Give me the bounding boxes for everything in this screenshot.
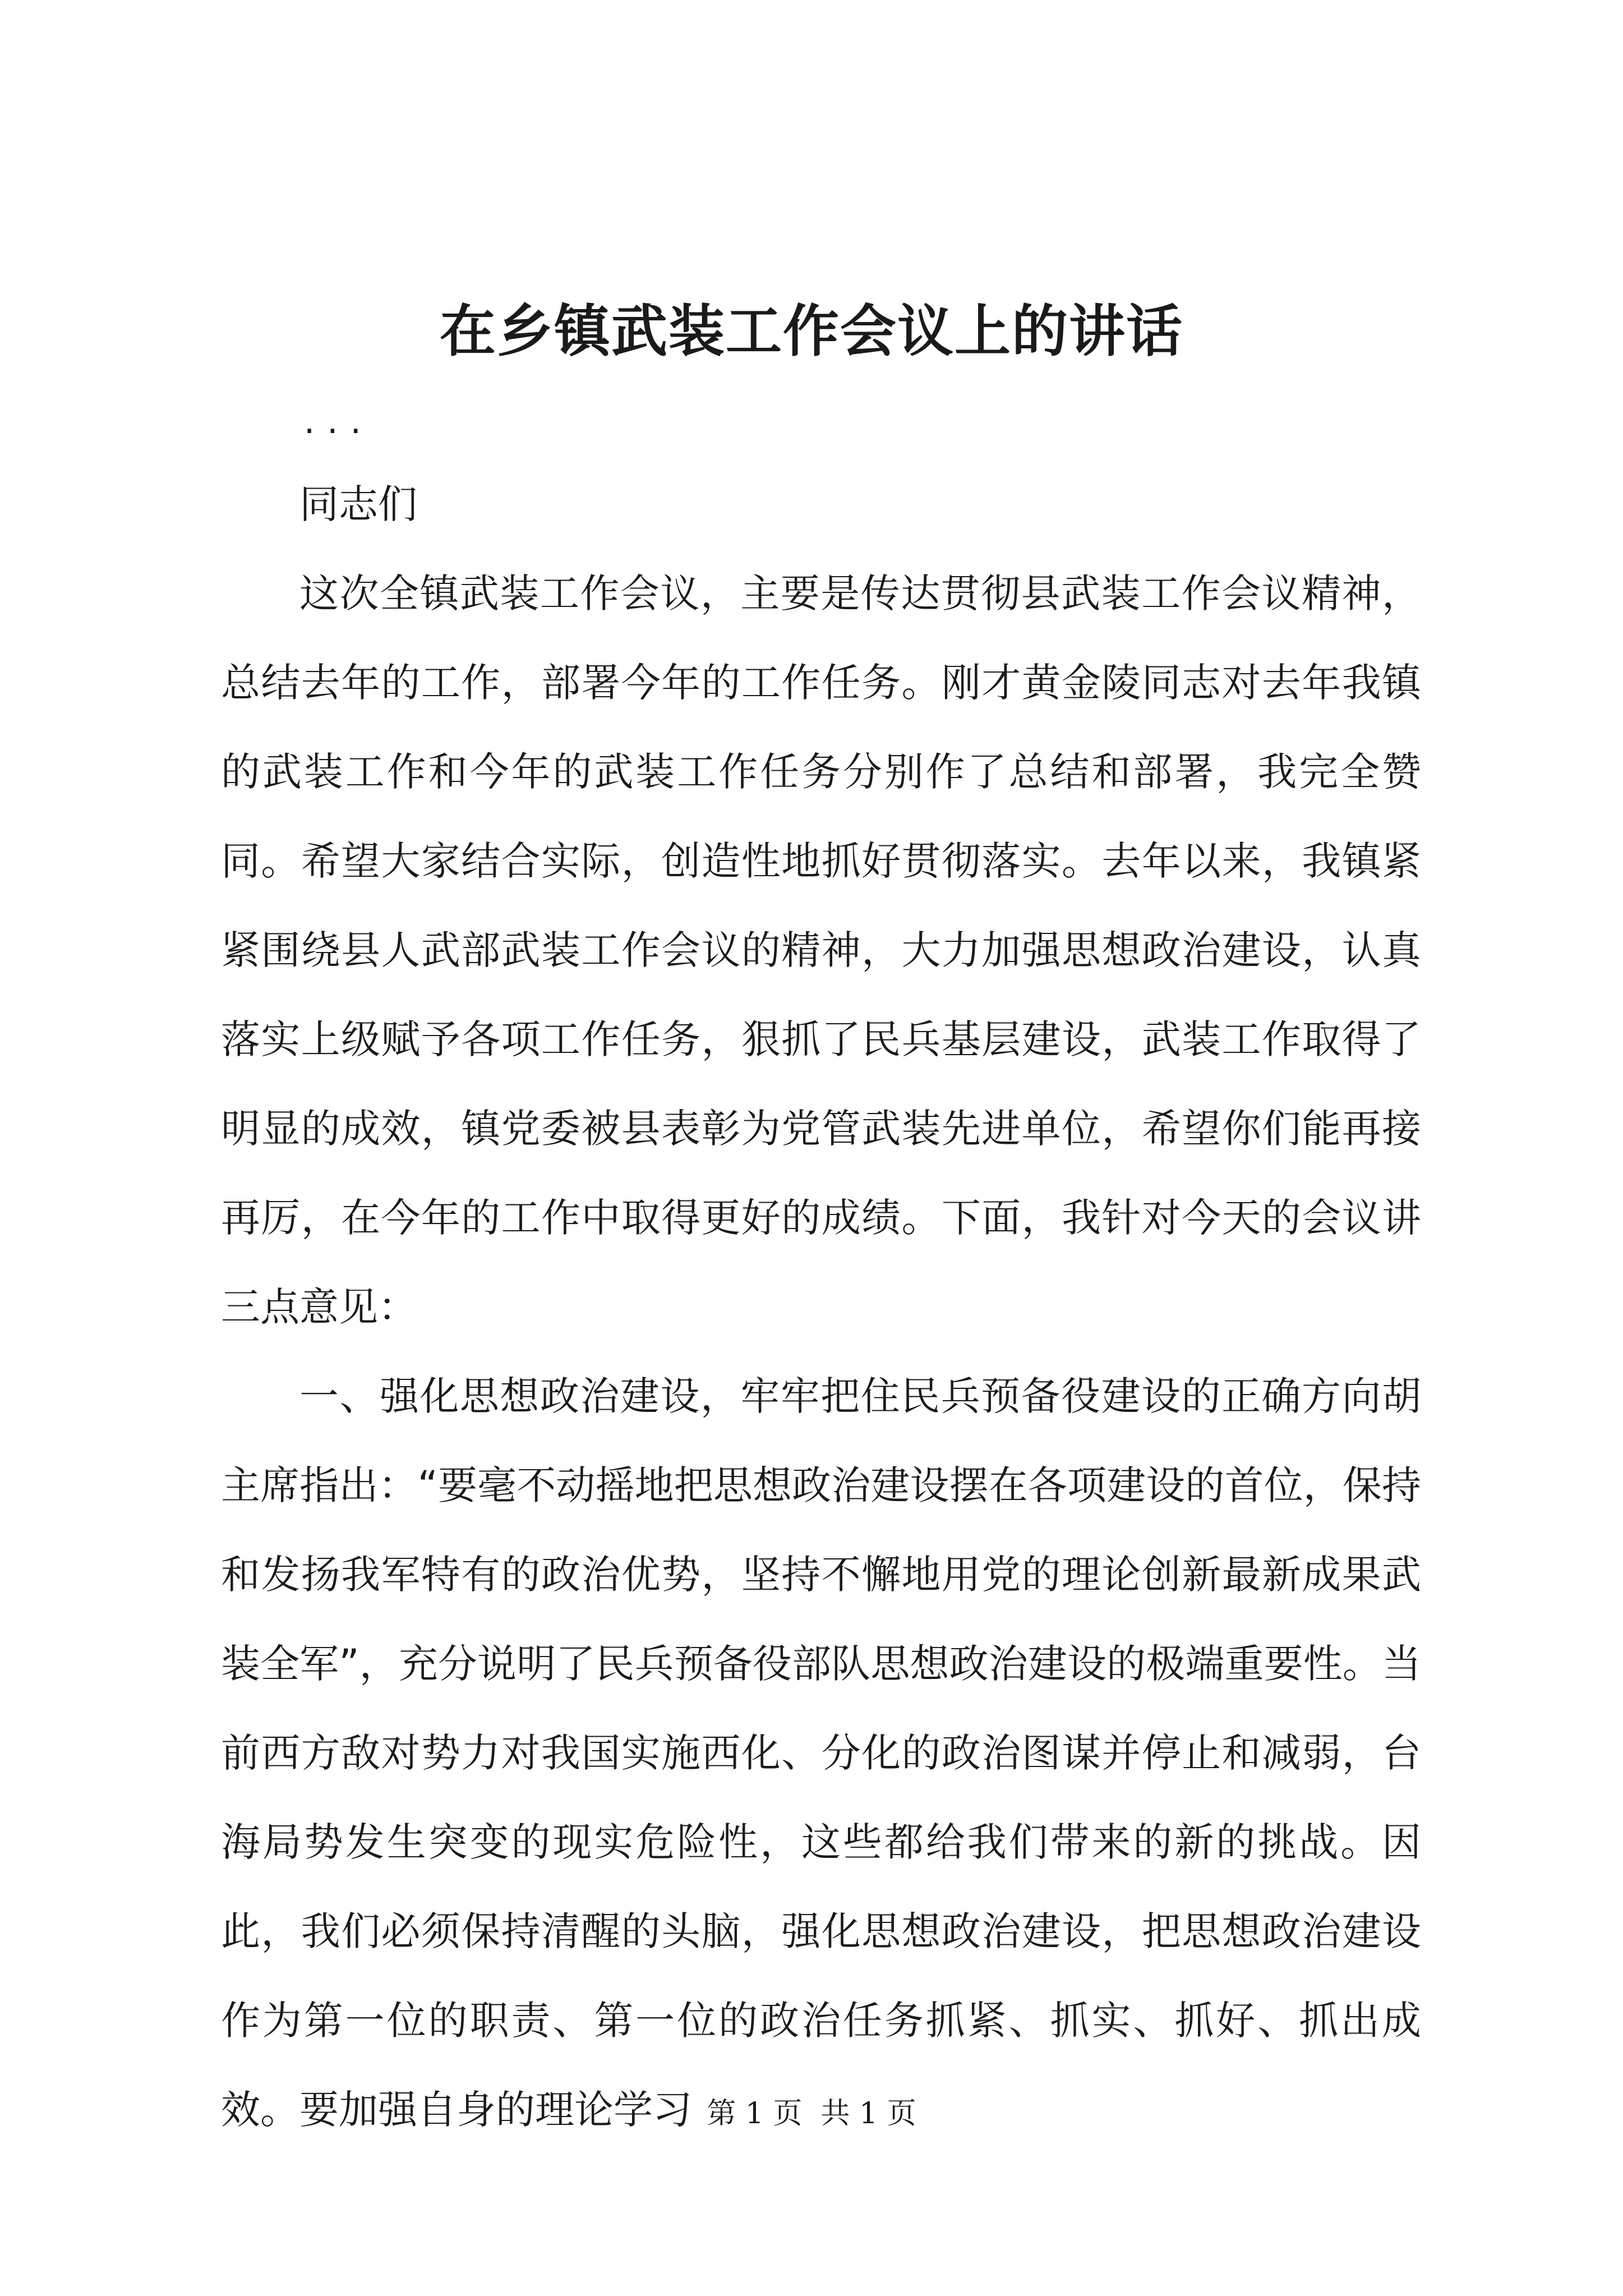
body-paragraph: 一、强化思想政治建设，牢牢把住民兵预备役建设的正确方向胡主席指出：“要毫不动摇地把思想政治建设摆在各项建设的首位，保持和发扬我军特有的政治优势，坚持不懈地用党的理论创新最新成果武装全军”，充分说明了民兵预备役部队思想政治建设的极端重要性。当前西方敌对势力对我国实施西化、分化的政治图谋并停止和减弱，台海局势发生突变的现实危险性，这些都给我们带来的新的挑战。因此，我们必须保持清醒的头脑，强化思想政治建设，把思想政治建设作为第一位的职责、第一位的政治任务抓紧、抓实、抓好、抓出成效。要加强自身的理论学习	[221, 1373, 1421, 2133]
body-paragraph: 这次全镇武装工作会议，主要是传达贯彻县武装工作会议精神，总结去年的工作，部署今年的工作任务。刚才黄金陵同志对去年我镇的武装工作和今年的武装工作任务分别作了总结和部署，我完全赞同。希望大家结合实际，创造性地抓好贯彻落实。去年以来，我镇紧紧围绕县人武部武装工作会议的精神，大力加强思想政治建设，认真落实上级赋予各项工作任务，狠抓了民兵基层建设，武装工作取得了明显的成效，镇党委被县表彰为党管武装先进单位，希望你们能再接再厉，在今年的工作中取得更好的成绩。下面，我针对今天的会议讲三点意见：	[221, 570, 1421, 1330]
ellipsis-marker: ...	[301, 407, 370, 440]
document-body	[221, 460, 1421, 2155]
page-footer: 第 1 页 共 1 页	[707, 2097, 916, 2131]
salutation-paragraph: 同志们	[299, 481, 417, 527]
document-title: 在乡镇武装工作会议上的讲话	[440, 298, 1183, 364]
